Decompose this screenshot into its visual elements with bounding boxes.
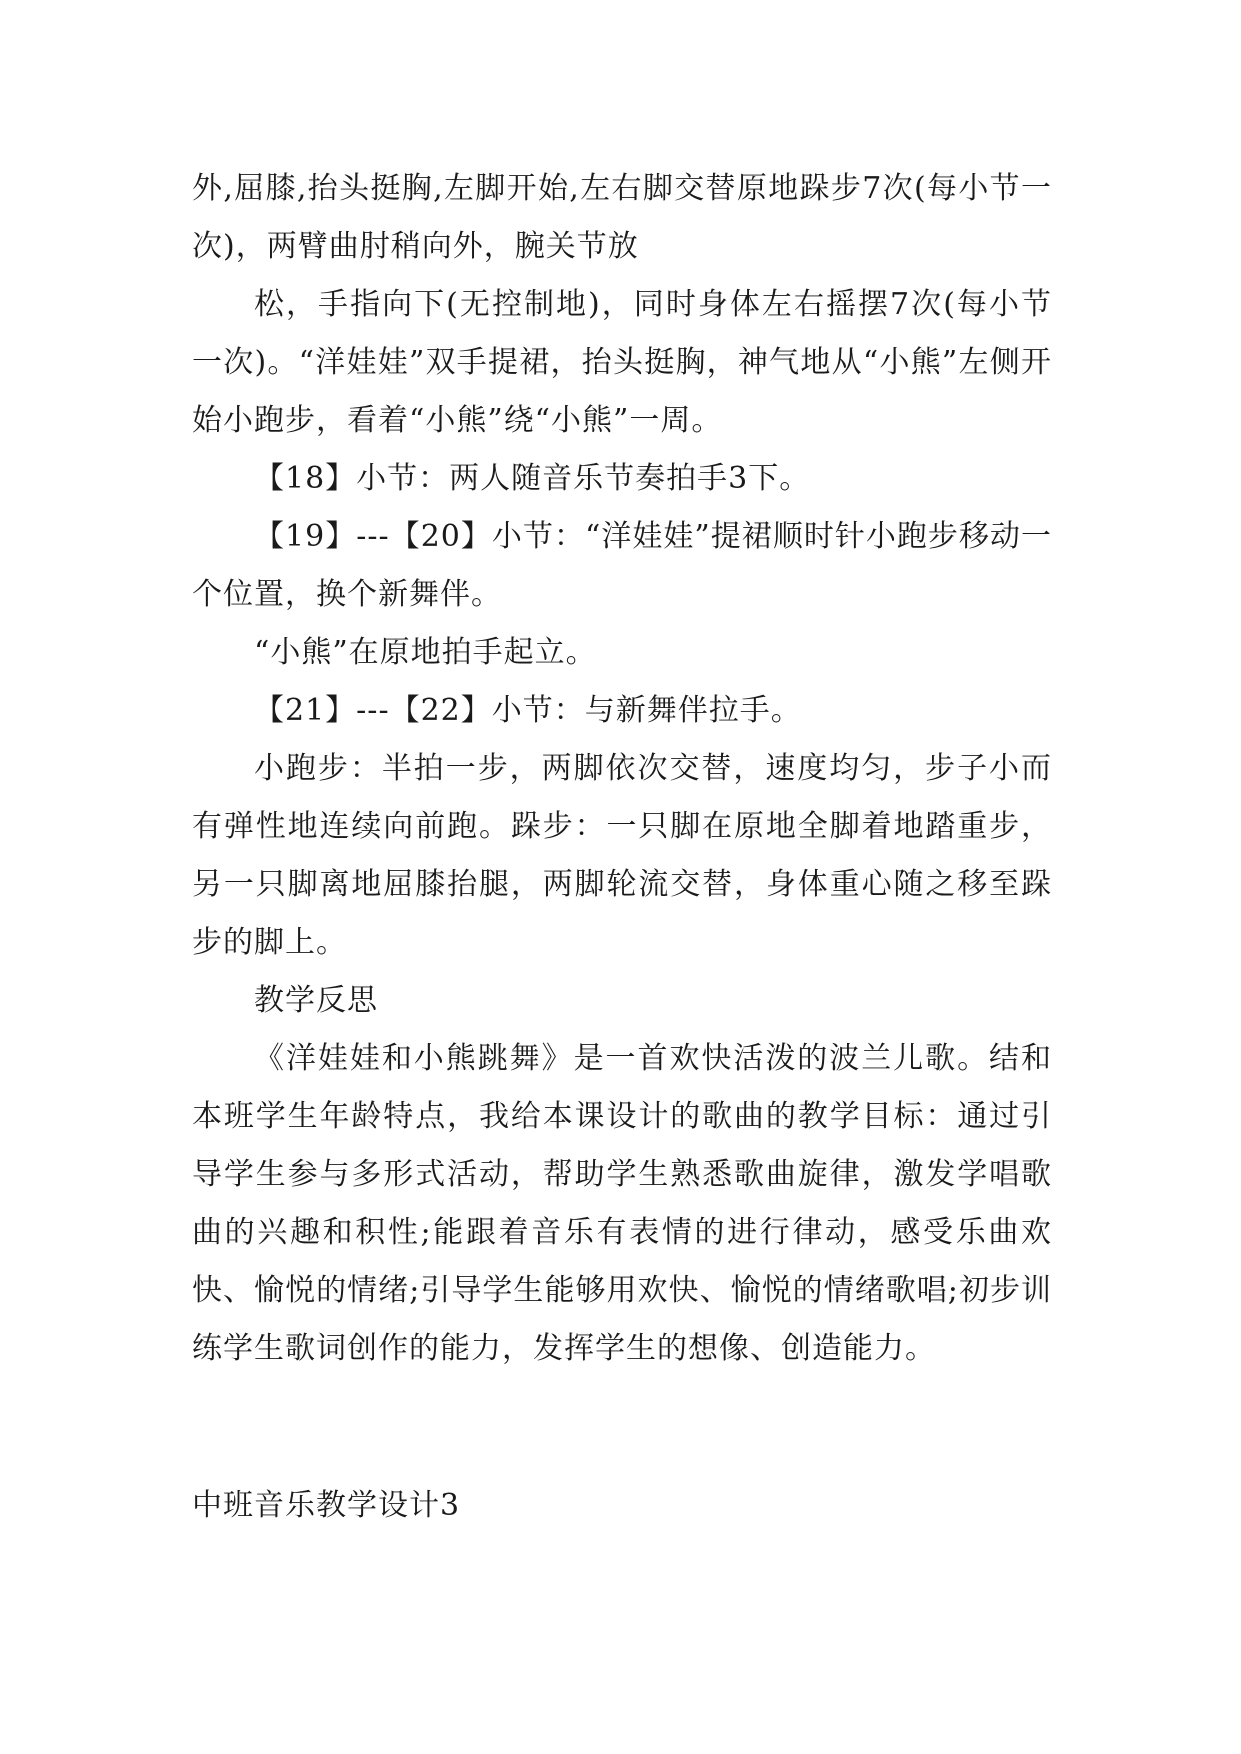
document-body (192, 160, 1052, 1378)
section-heading: 中班音乐教学设计3 (192, 1488, 461, 1523)
paragraph-2: 松，手指向下(无控制地)，同时身体左右摇摆7次(每小节一次)。“洋娃娃”双手提裙，抬头挺胸，神气地从“小熊”左侧开始小跑步，看着“小熊”绕“小熊”一周。 (192, 287, 1052, 438)
paragraph-7: 小跑步：半拍一步，两脚依次交替，速度均匀，步子小而有弹性地连续向前跑。跺步：一只脚在原地全脚着地踏重步，另一只脚离地屈膝抬腿，两脚轮流交替，身体重心随之移至跺步的脚上。 (192, 751, 1052, 960)
paragraph-5: “小熊”在原地拍手起立。 (254, 635, 597, 670)
paragraph-4: 【19】---【20】小节：“洋娃娃”提裙顺时针小跑步移动一个位置，换个新舞伴。 (192, 519, 1052, 612)
paragraph-3: 【18】小节：两人随音乐节奏拍手3下。 (254, 461, 811, 496)
paragraph-1: 外,屈膝,抬头挺胸,左脚开始,左右脚交替原地跺步7次(每小节一次)，两臂曲肘稍向外，腕关节放 (192, 171, 1052, 264)
paragraph-9: 《洋娃娃和小熊跳舞》是一首欢快活泼的波兰儿歌。结和本班学生年龄特点，我给本课设计的歌曲的教学目标：通过引导学生参与多形式活动，帮助学生熟悉歌曲旋律，激发学唱歌曲的兴趣和积性;能跟着音乐有表情的进行律动，感受乐曲欢快、愉悦的情绪;引导学生能够用欢快、愉悦的情绪歌唱;初步训练学生歌词创作的能力，发挥学生的想像、创造能力。 (192, 1041, 1052, 1366)
paragraph-6: 【21】---【22】小节：与新舞伴拉手。 (254, 693, 802, 728)
reflection-heading: 教学反思 (254, 983, 378, 1018)
